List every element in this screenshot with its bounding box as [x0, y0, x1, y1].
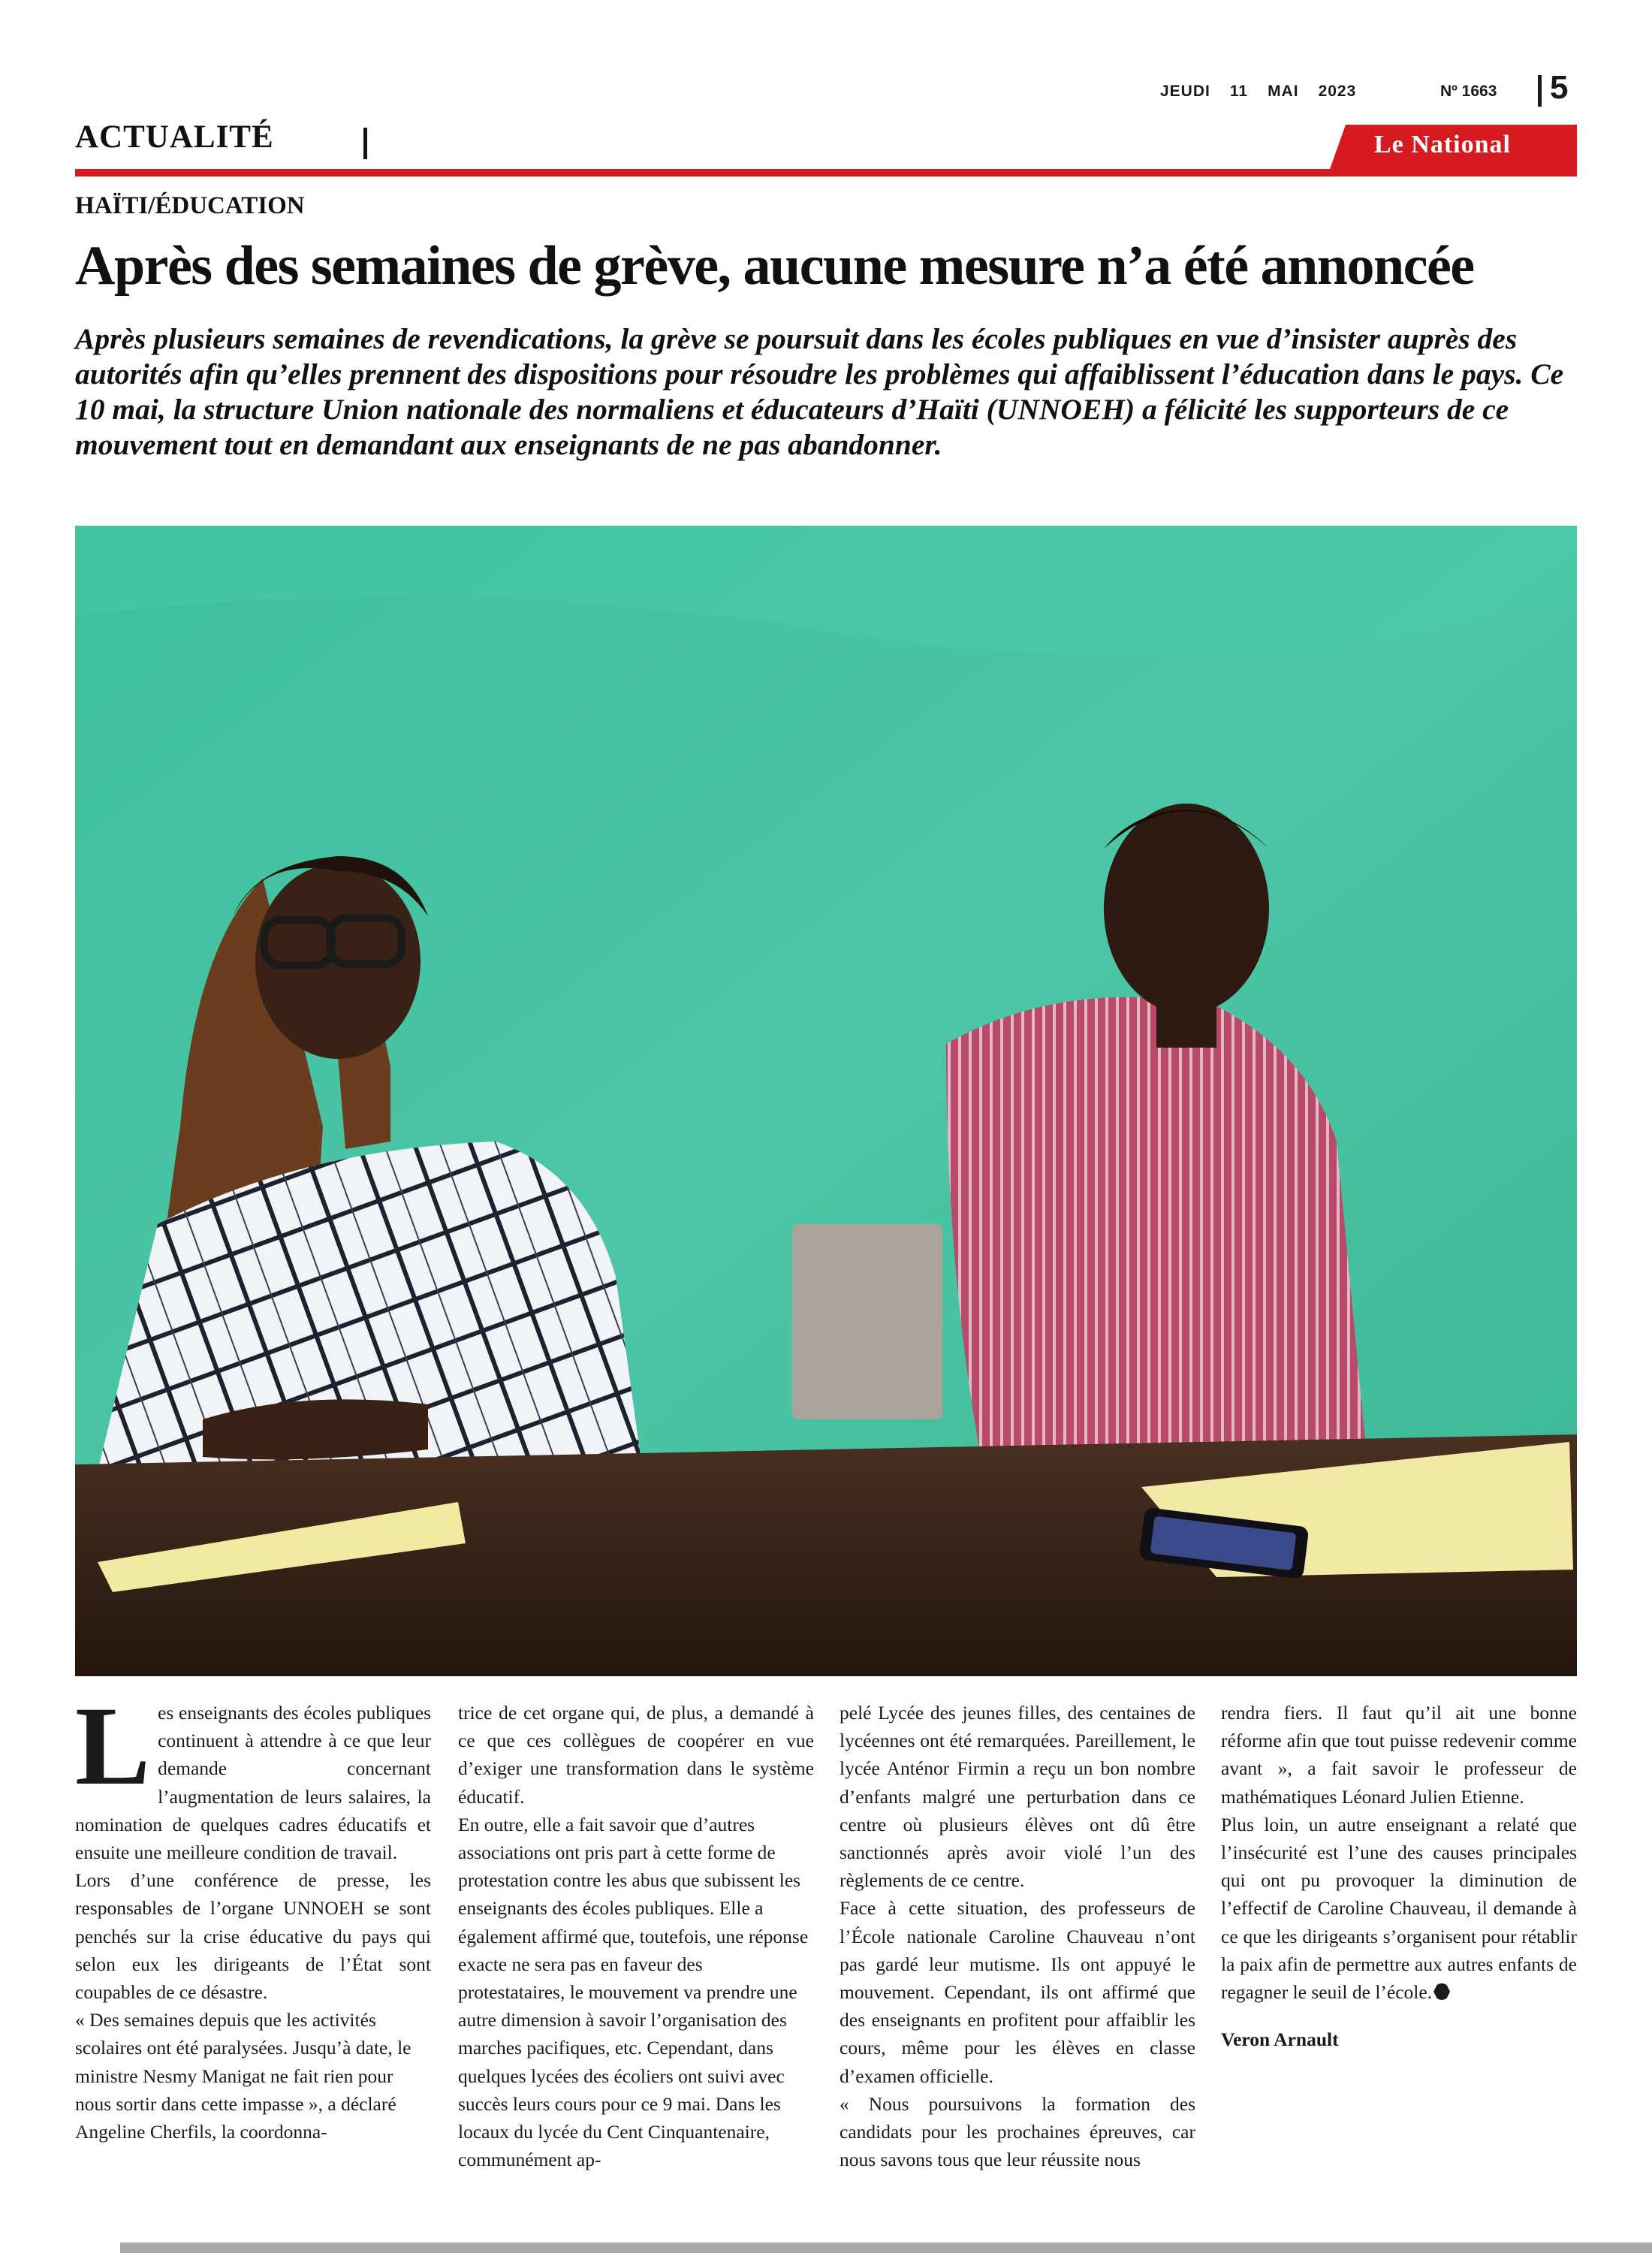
- end-of-article-icon: [1433, 1983, 1450, 2000]
- paragraph: Lors d’une conférence de presse, les responsables de l’organe UNNOEH se sont penchés sur la crise éducative du pays qui selon eux les dirigeants de l’État sont coupables de ce désastre.: [75, 1869, 431, 2004]
- body-column-4: [1221, 1699, 1577, 2053]
- article-rubric: HAÏTI/ÉDUCATION: [75, 192, 305, 219]
- body-column-3: [840, 1699, 1195, 2173]
- article-headline: Après des semaines de grève, aucune mesure n’a été annoncée: [75, 235, 1474, 297]
- paragraph: « Nous poursuivons la formation des candidats pour les prochaines épreuves, car nous savons tous que leur réussite nous: [840, 2092, 1195, 2171]
- section-label: ACTUALITÉ: [75, 119, 274, 155]
- article-photo: [75, 526, 1577, 1676]
- paragraph: En outre, elle a fait savoir que d’autres associations ont pris part à cette forme de protestation contre les abus que subissent les enseignants des écoles publiques. Elle a également affirmé que, toutefois, une réponse exacte ne sera pas en faveur des protestataires, le mouvement va prendre une autre dimension à savoir l’organisation des marches pacifiques, etc. Cependant, dans quelques lycées des écoliers ont suivi avec succès leurs cours pour ce 9 mai. Dans les locaux du lycée du Cent Cinquantenaire, communément ap-: [458, 1813, 809, 2171]
- date-year: 2023: [1318, 83, 1357, 100]
- issue-number: Nº 1663: [1440, 83, 1497, 100]
- date-month: MAI: [1268, 83, 1299, 100]
- newspaper-brand: Le National: [1374, 131, 1511, 158]
- date-weekday: JEUDI: [1160, 83, 1210, 100]
- paragraph: es enseignants des écoles publiques continuent à attendre à ce que leur demande concernant l’augmentation de leurs salaires, la nomination de quelques cadres éducatifs et ensuite une meilleure condition de travail.: [75, 1702, 431, 1864]
- article-author: Veron Arnault: [1221, 2028, 1339, 2051]
- paragraph: Face à cette situation, des professeurs de l’École nationale Caroline Chauveau n’ont pas gardé leur mutisme. Ils ont appuyé le mouvement. Cependant, ils ont affirmé que des enseignants en profitent pour affaiblir les cours, même pour les élèves en classe d’examen officielle.: [840, 1897, 1195, 2087]
- body-column-2: [458, 1699, 814, 2173]
- paragraph: « Des semaines depuis que les activités scolaires ont été paralysées. Jusqu’à date, le ministre Nesmy Manigat ne fait rien pour nous sortir dans cette impasse », a déclaré Angeline Cherfils, la coordonna-: [75, 2009, 411, 2143]
- paragraph: rendra fiers. Il faut qu’il ait une bonne réforme afin que tout puisse redevenir comme avant », a fait savoir le professeur de mathématiques Léonard Julien Etienne.: [1221, 1702, 1577, 1808]
- page-number-divider: [1538, 75, 1542, 107]
- body-column-1: [75, 1684, 431, 2146]
- date-day: 11: [1229, 83, 1249, 100]
- section-divider: [363, 128, 367, 159]
- footer-rule: [120, 2242, 1652, 2253]
- paragraph: pelé Lycée des jeunes filles, des centaines de lycéennes ont été remarquées. Pareillement, le lycée Anténor Firmin a reçu un bon nombre d’enfants malgré une perturbation dans ce centre où plusieurs élèves ont dû être sanctionnés après avoir violé l’un des règlements de ce centre.: [840, 1702, 1195, 1892]
- article-lead: Après plusieurs semaines de revendications, la grève se poursuit dans les écoles publiques en vue d’insister auprès des autorités afin qu’elles prennent des dispositions pour résoudre les problèmes qui affaiblissent l’éducation dans le pays. Ce 10 mai, la structure Union nationale des normaliens et éducateurs d’Haïti (UNNOEH) a félicité les supporteurs de ce mouvement tout en demandant aux enseignants de ne pas abandonner.: [75, 322, 1564, 461]
- page-number: 5: [1550, 69, 1569, 106]
- issue-date: [1160, 83, 1376, 101]
- photo-chair: [792, 1224, 942, 1419]
- paragraph: trice de cet organe qui, de plus, a demandé à ce que ces collègues de coopérer en vue d’exiger une transformation dans le système éducatif.: [458, 1702, 814, 1808]
- drop-cap: L: [75, 1684, 151, 1808]
- paragraph: Plus loin, un autre enseignant a relaté que l’insécurité est l’une des causes principales qui ont pu provoquer la diminution de l’effectif de Caroline Chauveau, il demande à ce que les dirigeants s’organisent pour rétablir la paix afin de permettre aux autres enfants de regagner le seuil de l’école.: [1221, 1813, 1577, 2004]
- header-red-rule: [75, 169, 1577, 176]
